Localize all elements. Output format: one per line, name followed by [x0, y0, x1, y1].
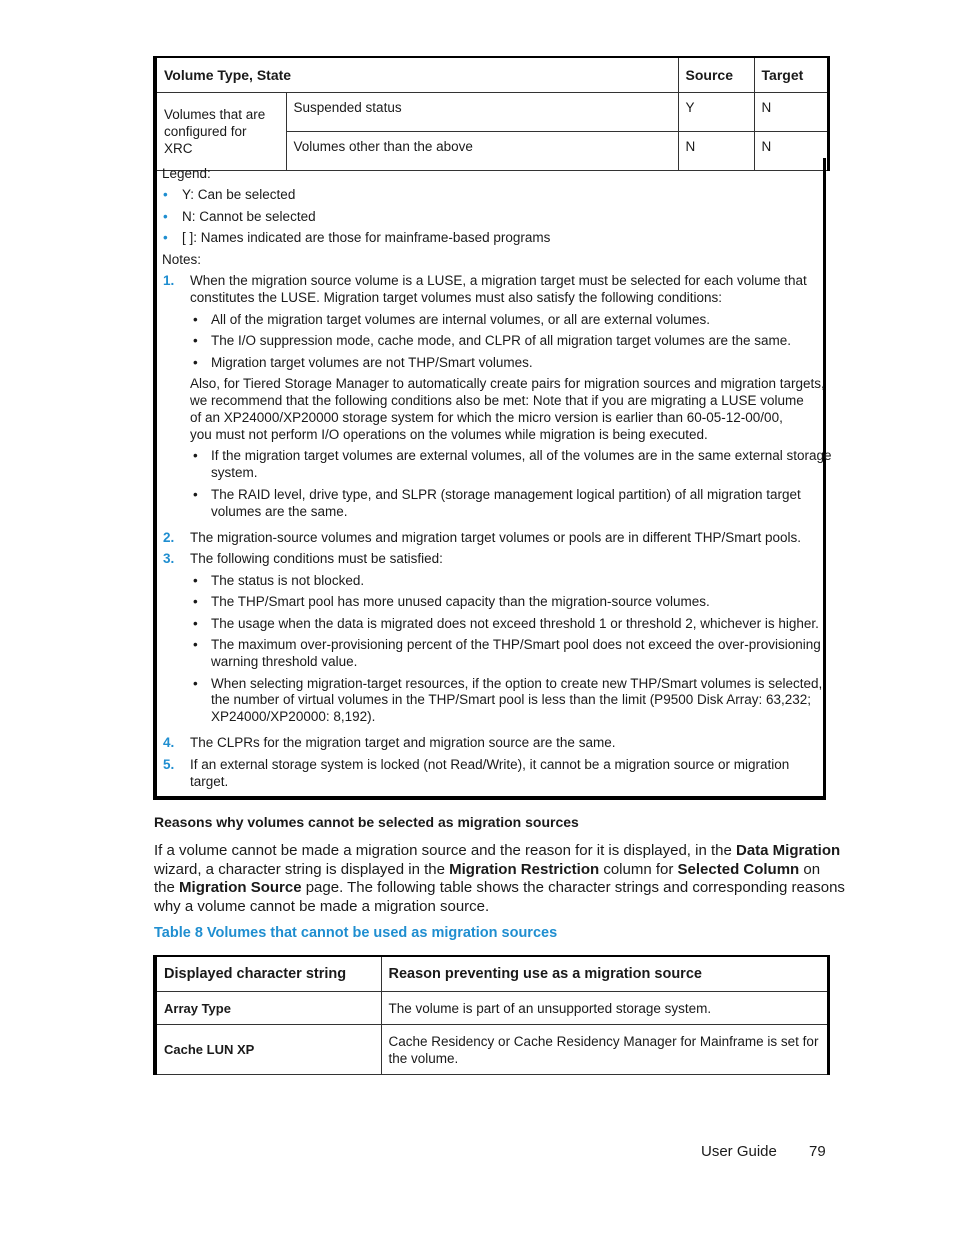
note-text: If an external storage system is locked (not Read/Write), it cannot be a migration source or migration: [190, 757, 790, 772]
reason-text: the volume.: [388, 1050, 459, 1066]
note-number: 3.: [163, 551, 175, 566]
reason-cell: [381, 992, 828, 1025]
note-bullet: The maximum over-provisioning percent of the THP/Smart pool does not exceed the over-provisioning: [211, 637, 821, 652]
source-cell: Y: [678, 93, 754, 132]
ui-term: Selected Column: [677, 861, 800, 878]
string-cell: Array Type: [155, 992, 381, 1025]
volume-type-table: [153, 56, 830, 171]
body-paragraph-line: [154, 841, 840, 860]
body-paragraph-line: [154, 878, 845, 897]
reason-cell: [381, 1025, 828, 1075]
bullet-icon: •: [193, 487, 198, 502]
note-text: The following conditions must be satisfied:: [190, 551, 443, 566]
bullet-icon: •: [193, 448, 198, 463]
header-reason: Reason preventing use as a migration source: [381, 956, 828, 992]
paragraph-text: the: [154, 879, 180, 896]
header-volume-type: Volume Type, State: [155, 57, 678, 93]
note-bullet: The I/O suppression mode, cache mode, and CLPR of all migration target volumes are the same.: [211, 333, 792, 348]
source-cell: N: [678, 132, 754, 171]
table-row: [155, 1025, 828, 1075]
state-cell: Suspended status: [286, 93, 678, 132]
note-bullet: warning threshold value.: [211, 654, 358, 669]
body-paragraph-line: why a volume cannot be made a migration source.: [154, 898, 490, 915]
paragraph-text: column for: [599, 861, 678, 878]
bullet-icon: •: [193, 616, 198, 631]
note-bullet: system.: [211, 465, 258, 480]
note-number: 2.: [163, 530, 175, 545]
legend-item: Y: Can be selected: [182, 187, 296, 202]
table-caption: Table 8 Volumes that cannot be used as migration sources: [154, 925, 558, 941]
legend-item: N: Cannot be selected: [182, 209, 316, 224]
note-bullet: The RAID level, drive type, and SLPR (storage management logical partition) of all migration target: [211, 487, 801, 502]
note-bullet: The THP/Smart pool has more unused capacity than the migration-source volumes.: [211, 594, 710, 609]
legend-title: Legend:: [162, 166, 211, 181]
paragraph-text: page. The following table shows the character strings and corresponding reasons: [301, 879, 845, 896]
table-row: [155, 93, 828, 132]
section-heading: Reasons why volumes cannot be selected as migration sources: [154, 814, 579, 830]
header-displayed-string: Displayed character string: [155, 956, 381, 992]
header-target: Target: [754, 57, 828, 93]
reason-text: The volume is part of an unsupported storage system.: [388, 1000, 712, 1016]
note-text: The CLPRs for the migration target and migration source are the same.: [190, 735, 616, 750]
body-paragraph-line: [154, 860, 820, 879]
note-text: When the migration source volume is a LUSE, a migration target must be selected for each volume that: [190, 273, 807, 288]
notes-title: Notes:: [162, 252, 202, 267]
note-bullet: Migration target volumes are not THP/Smart volumes.: [211, 355, 533, 370]
note-number: 4.: [163, 735, 175, 750]
bullet-icon: •: [163, 187, 168, 202]
string-cell: Cache LUN XP: [155, 1025, 381, 1075]
migration-reasons-table: [153, 955, 830, 1075]
note-bullet: volumes are the same.: [211, 504, 348, 519]
note-bullet: All of the migration target volumes are internal volumes, or all are external volumes.: [211, 312, 710, 327]
header-source: Source: [678, 57, 754, 93]
paragraph-text: If a volume cannot be made a migration source and the reason for it is displayed, in the: [154, 842, 736, 859]
note-number: 5.: [163, 757, 175, 772]
group-label: Volumes that are configured for XRC: [155, 93, 286, 171]
note-number: 1.: [163, 273, 175, 288]
target-cell: N: [754, 132, 828, 171]
note-bullet: If the migration target volumes are external volumes, all of the volumes are in the same external storage: [211, 448, 832, 463]
note-bullet: When selecting migration-target resources, if the option to create new THP/Smart volumes is selected,: [211, 676, 823, 691]
paragraph-text: on: [799, 861, 821, 878]
bullet-icon: •: [163, 209, 168, 224]
bullet-icon: •: [193, 333, 198, 348]
ui-term: Data Migration: [736, 842, 841, 859]
bullet-icon: •: [193, 355, 198, 370]
bullet-icon: •: [193, 573, 198, 588]
bullet-icon: •: [193, 312, 198, 327]
note-bullet: The usage when the data is migrated does not exceed threshold 1 or threshold 2, whichever is higher.: [211, 616, 819, 631]
table-row: [155, 992, 828, 1025]
note-bullet: XP24000/XP20000: 8,192).: [211, 709, 376, 724]
bullet-icon: •: [163, 230, 168, 245]
state-cell: Volumes other than the above: [286, 132, 678, 171]
bullet-icon: •: [193, 637, 198, 652]
reason-text: Cache Residency or Cache Residency Manager for Mainframe is set for: [388, 1033, 819, 1049]
table-header-row: [155, 956, 828, 992]
bullet-icon: •: [193, 676, 198, 691]
paragraph-text: wizard, a character string is displayed in the: [154, 861, 450, 878]
footer-label: User Guide: [701, 1143, 777, 1160]
table-header-row: [155, 57, 828, 93]
note-text: we recommend that the following conditions also be met: Note that if you are migrating a LUSE volume: [190, 393, 804, 408]
ui-term: Migration Restriction: [449, 861, 600, 878]
note-text: constitutes the LUSE. Migration target volumes must also satisfy the following conditions:: [190, 290, 723, 305]
note-text: target.: [190, 774, 229, 789]
ui-term: Migration Source: [179, 879, 302, 896]
note-text: of an XP24000/XP20000 storage system for which the micro version is earlier than 60-05-12-00/00,: [190, 410, 783, 425]
note-bullet: The status is not blocked.: [211, 573, 365, 588]
note-text: Also, for Tiered Storage Manager to automatically create pairs for migration sources and migration targets,: [190, 376, 825, 391]
note-bullet: the number of virtual volumes in the THP/Smart pool is less than the limit (P9500 Disk Array: 63,232;: [211, 692, 812, 707]
note-text: The migration-source volumes and migration target volumes or pools are in different THP/Smart pools.: [190, 530, 802, 545]
legend-item: [ ]: Names indicated are those for mainframe-based programs: [182, 230, 551, 245]
page-number: 79: [809, 1143, 826, 1160]
target-cell: N: [754, 93, 828, 132]
note-text: you must not perform I/O operations on the volumes while migration is being executed.: [190, 427, 708, 442]
bullet-icon: •: [193, 594, 198, 609]
legend-notes-box: [153, 158, 832, 800]
